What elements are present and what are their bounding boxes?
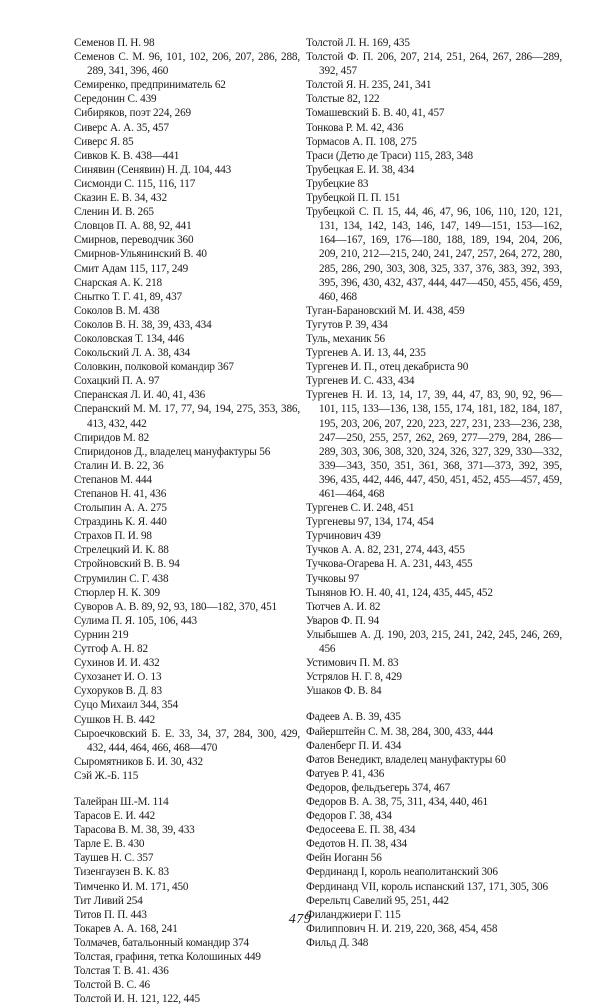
index-entry: Сиверс А. А. 35, 457 [74,121,169,134]
index-entry: Фатуев Р. 41, 436 [306,767,385,780]
index-entry: Тарасов Е. И. 442 [74,810,156,823]
index-entry: Соколовская Т. 134, 446 [74,332,184,345]
index-entry: Фильд Д. 348 [306,936,369,949]
index-entry: Стюрлер Н. К. 309 [74,586,160,599]
index-entry: Тугутов Р. 39, 434 [306,318,388,331]
index-entry: Талейран Ш.-М. 114 [74,795,169,808]
index-entry: Толстой Л. Н. 169, 435 [306,37,410,49]
index-entry: Филанджиери Г. 115 [306,908,401,921]
index-entry: Титов П. П. 443 [74,908,147,921]
index-entry: Сибиряков, поэт 224, 269 [74,107,191,120]
index-entry: Улыбышев А. Д. 190, 203, 215, 241, 242, 245, 246, 269, 456 [306,628,562,656]
page-number: 479 [288,912,312,927]
index-entry: Фердинанд I, король неаполитанский 306 [306,866,498,879]
index-entry: Стрелецкий И. К. 88 [74,544,169,557]
index-entry: Страхов П. И. 98 [74,530,152,543]
index-entry: Сталин И. В. 22, 36 [74,459,164,472]
index-entry: Степанов Н. 41, 436 [74,488,167,500]
index-entry: Фаленберг П. И. 434 [306,739,402,752]
index-entry: Сулима П. Я. 105, 106, 443 [74,614,197,627]
index-entry: Ушаков Ф. В. 84 [306,685,382,698]
index-entry: Смит Адам 115, 117, 249 [74,262,189,275]
index-entry: Турчинович 439 [306,530,381,543]
index-entry: Сэй Ж.-Б. 115 [74,769,139,782]
index-entry: Туган-Барановский М. И. 438, 459 [306,304,465,317]
index-entry: Тарле Е. В. 430 [74,838,145,851]
index-entry: Тургенев И. С. 433, 434 [306,375,415,388]
index-entry: Траси (Детю де Траси) 115, 283, 348 [306,149,473,162]
index-entry: Тит Ливий 254 [74,894,143,907]
index-entry: Сурнин 219 [74,628,129,641]
index-entry: Сокольский Л. А. 38, 434 [74,347,191,360]
section-gap [74,783,300,795]
index-entry: Синявин (Сенявин) Н. Д. 104, 443 [74,163,232,176]
index-entry: Фейн Иоганн 56 [306,852,382,865]
index-entry: Сперанский М. М. 17, 77, 94, 194, 275, 353, 386, 413, 432, 442 [74,403,300,430]
index-entry: Смирнов, переводчик 360 [74,234,194,247]
index-entry: Тормасов А. П. 108, 275 [306,135,417,148]
index-entry: Тонкова Р. М. 42, 436 [306,121,404,134]
index-entry: Толстые 82, 122 [306,93,380,106]
index-entry: Семенов П. Н. 98 [74,37,155,49]
index-entry: Соколов В. М. 438 [74,304,160,317]
index-entry: Филиппович Н. И. 219, 220, 368, 454, 458 [306,922,498,935]
index-entry: Тучковы 97 [306,572,360,585]
index-entry: Стройновский В. В. 94 [74,558,180,571]
index-entry: Середонин С. 439 [74,93,157,106]
index-entry: Суцо Михаил 344, 354 [74,699,179,712]
index-entry: Устимович П. М. 83 [306,657,399,670]
index-entry: Снытко Т. Г. 41, 89, 437 [74,290,182,303]
index-entry: Тургенев С. И. 248, 451 [306,502,415,515]
index-column-left [74,36,300,1006]
index-entry: Сохацкий П. А. 97 [74,375,160,388]
index-entry: Сивков К. В. 438—441 [74,149,180,162]
index-entry: Токарев А. А. 168, 241 [74,922,178,935]
index-entry: Устрялов Н. Г. 8, 429 [306,671,402,684]
index-entry: Тургенев Н. И. 13, 14, 17, 39, 44, 47, 83, 90, 92, 96—101, 115, 133—136, 138, 155, 174, 181, 182, 184, 187, 195, 203, 206, 207, 220, 223, 227, 231, 233—236, 238, 247—250, 255, 257, 262, 269, 277—279, 284, 286—289, 303, 306, 308, 320, 324, 326, 327, 329, 330—332, 339—343, 350, 351, 361, 368, 371—373, 392, 395, 396, 435, 442, 446, 447, 450, 451, 452, 455—457, 459, 461—464, 468 [306,389,562,500]
index-entry: Уваров Ф. П. 94 [306,614,380,627]
index-entry: Томашевский Б. В. 40, 41, 457 [306,107,445,120]
index-entry: Тынянов Ю. Н. 40, 41, 124, 435, 445, 452 [306,586,493,599]
index-entry: Толстой Я. Н. 235, 241, 341 [306,79,432,92]
index-entry: Трубецкой П. П. 151 [306,192,401,205]
index-column-right [306,36,562,950]
index-entry: Сленин И. В. 265 [74,206,154,219]
index-entry: Толстой И. Н. 121, 122, 445 [74,993,200,1006]
index-entry: Тарасова В. М. 38, 39, 433 [74,824,195,837]
index-entry: Струмилин С. Г. 438 [74,572,169,585]
index-entry: Тучкова-Огарева Н. А. 231, 443, 455 [306,558,473,571]
index-entry: Фадеев А. В. 39, 435 [306,711,401,724]
index-entry: Фердинанд VII, король испанский 137, 171, 305, 306 [306,880,548,893]
index-entry: Сиверс Я. 85 [74,135,134,148]
index-entry: Фатов Венедикт, владелец мануфактуры 60 [306,753,506,766]
index-entry: Столыпин А. А. 275 [74,502,167,515]
index-entry: Спиридов М. 82 [74,431,150,444]
index-entry: Снарская А. К. 218 [74,276,162,289]
index-entry: Сперанская Л. И. 40, 41, 436 [74,389,206,402]
section-gap [306,698,562,710]
index-entry: Соколов В. Н. 38, 39, 433, 434 [74,318,212,331]
index-entry: Тизенгаузен В. К. 83 [74,866,169,879]
index-entry: Степанов М. 444 [74,473,152,486]
index-entry: Спиридонов Д., владелец мануфактуры 56 [74,445,271,458]
index-entry: Сухоруков В. Д. 83 [74,685,162,698]
index-entry: Файерштейн С. М. 38, 284, 300, 433, 444 [306,725,494,738]
index-entry: Сухинов И. И. 432 [74,657,160,670]
index-entry: Трубецкие 83 [306,177,369,190]
index-entry: Туль, механик 56 [306,332,385,345]
index-entry: Сухозанет И. О. 13 [74,671,162,684]
index-entry: Семиренко, предприниматель 62 [74,79,226,92]
index-entry: Ферельтц Савелий 95, 251, 442 [306,894,449,907]
index-entry: Тютчев А. И. 82 [306,600,381,613]
index-entry: Тургенев А. И. 13, 44, 235 [306,347,426,360]
index-entry: Сыромятников Б. И. 30, 432 [74,755,203,768]
index-entry: Страздинь К. Я. 440 [74,516,167,529]
index-entry: Федотов Н. П. 38, 434 [306,838,407,851]
index-entry: Семенов С. М. 96, 101, 102, 206, 207, 286, 288, 289, 341, 396, 460 [74,51,300,78]
index-entry: Трубецкой С. П. 15, 44, 46, 47, 96, 106, 110, 120, 121, 131, 134, 142, 143, 146, 147, 149—151, 153—162, 164—167, 169, 176—180, 188, 189, 194, 204, 206, 209, 210, 212—215, 240, 241, 247, 257, 264, 272, 280, 285, 286, 290, 303, 308, 325, 337, 376, 383, 392, 393, 395, 396, 430, 432, 437, 444, 447—450, 455, 456, 459, 460, 468 [306,206,562,303]
index-entry: Федоров В. А. 38, 75, 311, 434, 440, 461 [306,795,488,808]
index-entry: Сутгоф А. Н. 82 [74,643,148,656]
index-entry: Сисмонди С. 115, 116, 117 [74,177,196,190]
index-entry: Федоров Г. 38, 434 [306,810,392,823]
index-entry: Тургеневы 97, 134, 174, 454 [306,516,434,529]
index-entry: Таушев Н. С. 357 [74,852,154,865]
index-entry: Толстой В. С. 46 [74,979,151,992]
index-entry: Толстая, графиня, тетка Колошиных 449 [74,951,261,963]
index-entry: Соловкин, полковой командир 367 [74,361,234,374]
index-entry: Сушков Н. В. 442 [74,713,156,726]
index-entry: Сыроечковский Б. Е. 33, 34, 37, 284, 300, 429, 432, 444, 464, 466, 468—470 [74,727,300,754]
index-entry: Словцов П. А. 88, 92, 441 [74,220,192,233]
index-entry: Федоров, фельдъегерь 374, 467 [306,781,451,794]
index-entry: Тучков А. А. 82, 231, 274, 443, 455 [306,544,465,557]
index-entry: Тимченко И. М. 171, 450 [74,880,189,893]
index-entry: Толмачев, батальонный командир 374 [74,936,249,949]
index-entry: Трубецкая Е. И. 38, 434 [306,163,415,176]
index-entry: Сказин Е. В. 34, 432 [74,192,167,205]
index-entry: Федосеева Е. П. 38, 434 [306,824,416,837]
index-entry: Суворов А. В. 89, 92, 93, 180—182, 370, 451 [74,600,277,613]
index-entry: Толстой Ф. П. 206, 207, 214, 251, 264, 267, 286—289, 392, 457 [306,51,562,78]
index-entry: Смирнов-Ульянинский В. 40 [74,248,207,261]
index-entry: Тургенев И. П., отец декабриста 90 [306,361,469,374]
index-entry: Толстая Т. В. 41. 436 [74,965,169,978]
